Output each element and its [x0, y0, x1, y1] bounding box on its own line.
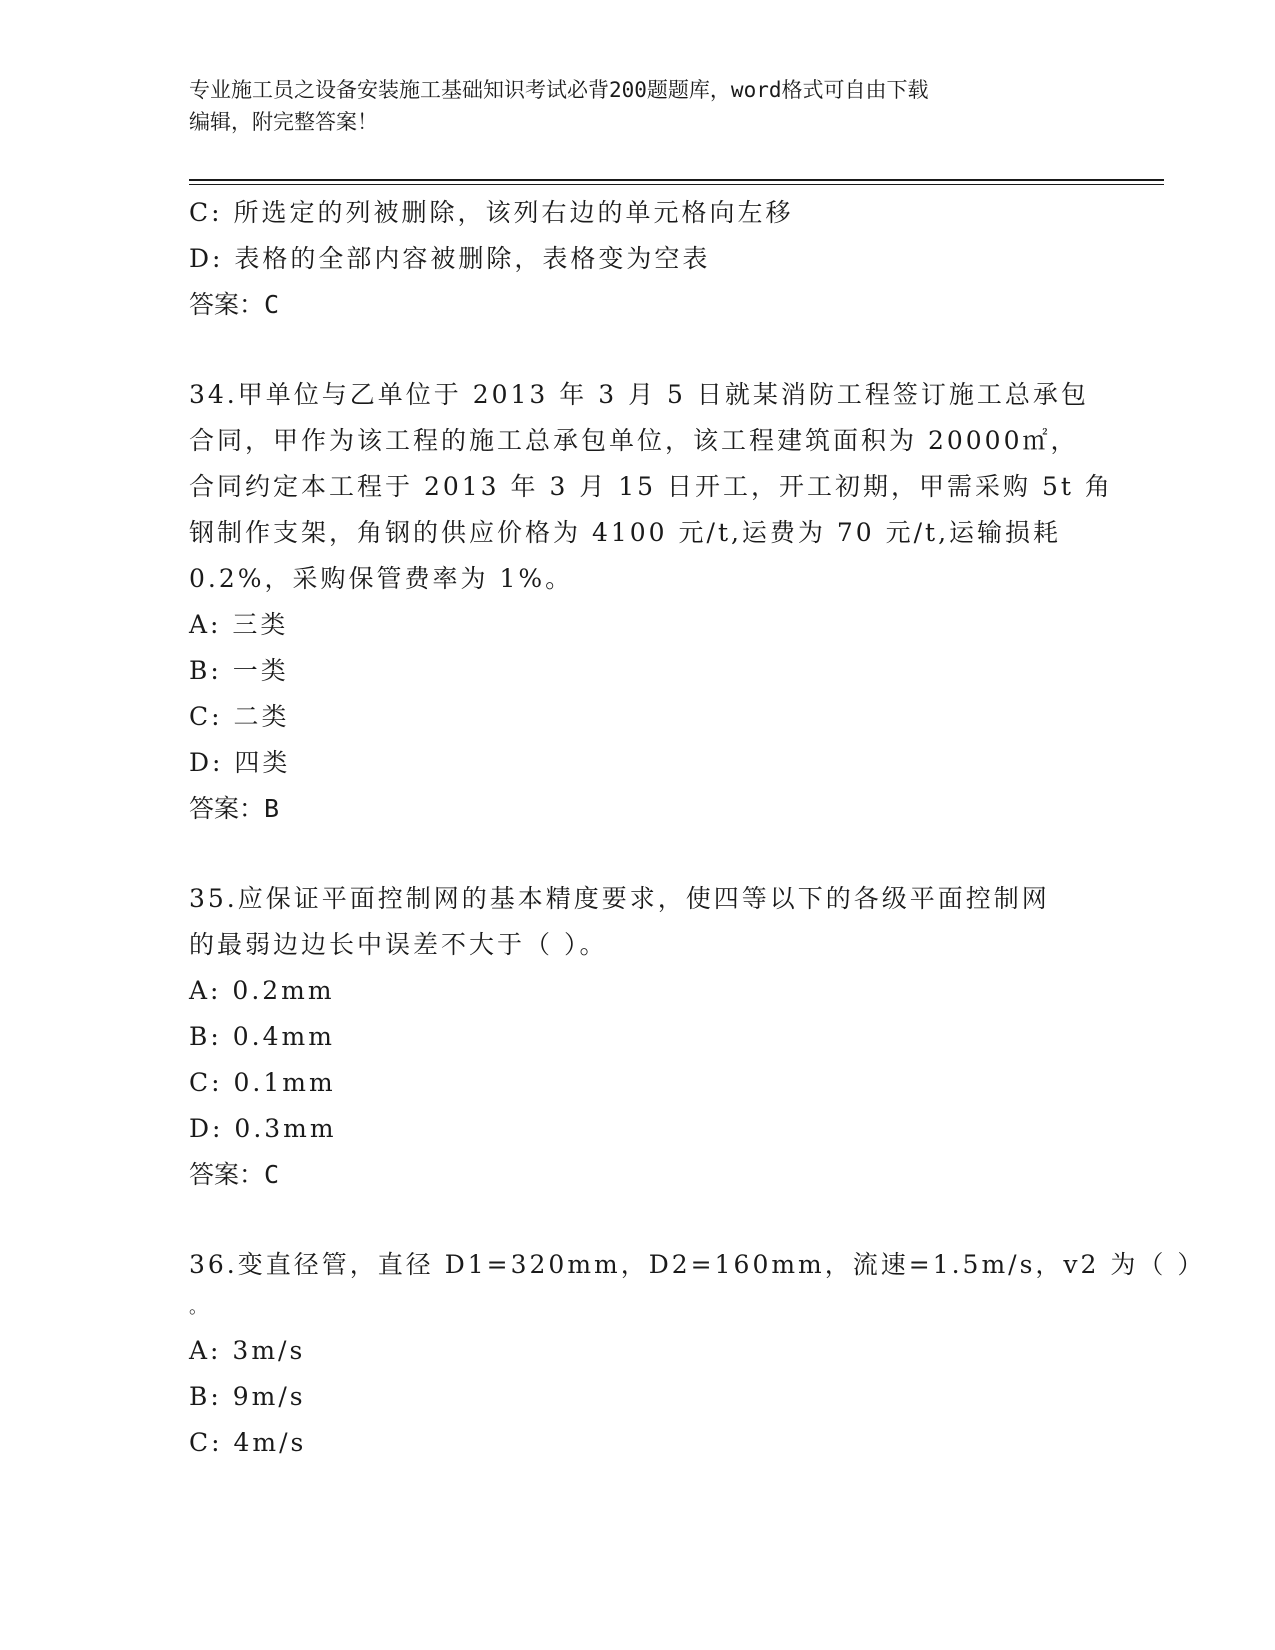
- document-body: [189, 190, 1206, 1466]
- answer-line: 答案：B: [189, 794, 280, 823]
- option-b: B: 一类: [189, 656, 289, 685]
- option-c: C: 4m/s: [189, 1428, 307, 1457]
- answer-line: 答案：C: [189, 1160, 280, 1189]
- answer-line: 答案：C: [189, 290, 280, 319]
- option-d: D: 表格的全部内容被删除，表格变为空表: [189, 244, 711, 273]
- option-a: A: 3m/s: [189, 1336, 306, 1365]
- question-text-tail: 。: [189, 1297, 210, 1318]
- question-text-line: 钢制作支架，角钢的供应价格为 4100 元/t,运费为 70 元/t,运输损耗: [189, 518, 1062, 547]
- option-a: A: 三类: [189, 610, 289, 639]
- option-b: B: 9m/s: [189, 1382, 306, 1411]
- header-title-line-2: 编辑，附完整答案！: [189, 110, 378, 134]
- option-c: C: 所选定的列被删除，该列右边的单元格向左移: [189, 198, 794, 227]
- header-title-line-1: 专业施工员之设备安装施工基础知识考试必背200题题库，word格式可自由下载: [189, 78, 929, 102]
- option-c: C: 二类: [189, 702, 290, 731]
- question-35: [189, 876, 1089, 1198]
- option-a: A: 0.2mm: [189, 976, 335, 1005]
- header-divider-thin: [189, 184, 1164, 185]
- question-33-continuation: [189, 190, 1089, 328]
- question-text-line: 0.2%，采购保管费率为 1%。: [189, 564, 574, 593]
- option-b: B: 0.4mm: [189, 1022, 335, 1051]
- question-text-line: 34.甲单位与乙单位于 2013 年 3 月 5 日就某消防工程签订施工总承包: [189, 380, 1089, 409]
- question-text-line: 36.变直径管，直径 D1=320mm，D2=160mm，流速=1.5m/s，v2 为（ ）: [189, 1250, 1206, 1279]
- header-divider-thick: [189, 179, 1164, 181]
- question-text-line: 35.应保证平面控制网的基本精度要求，使四等以下的各级平面控制网: [189, 884, 1050, 913]
- question-34: [189, 372, 1113, 832]
- option-d: D: 0.3mm: [189, 1114, 337, 1143]
- question-text-line: 合同，甲作为该工程的施工总承包单位，该工程建筑面积为 20000㎡，: [189, 426, 1079, 455]
- question-text-line: 合同约定本工程于 2013 年 3 月 15 日开工，开工初期，甲需采购 5t 角: [189, 472, 1113, 501]
- option-d: D: 四类: [189, 748, 291, 777]
- question-text-line: 的最弱边边长中误差不大于（ ）。: [189, 930, 608, 959]
- question-36: [189, 1242, 1206, 1466]
- option-c: C: 0.1mm: [189, 1068, 336, 1097]
- document-header: [189, 74, 1089, 138]
